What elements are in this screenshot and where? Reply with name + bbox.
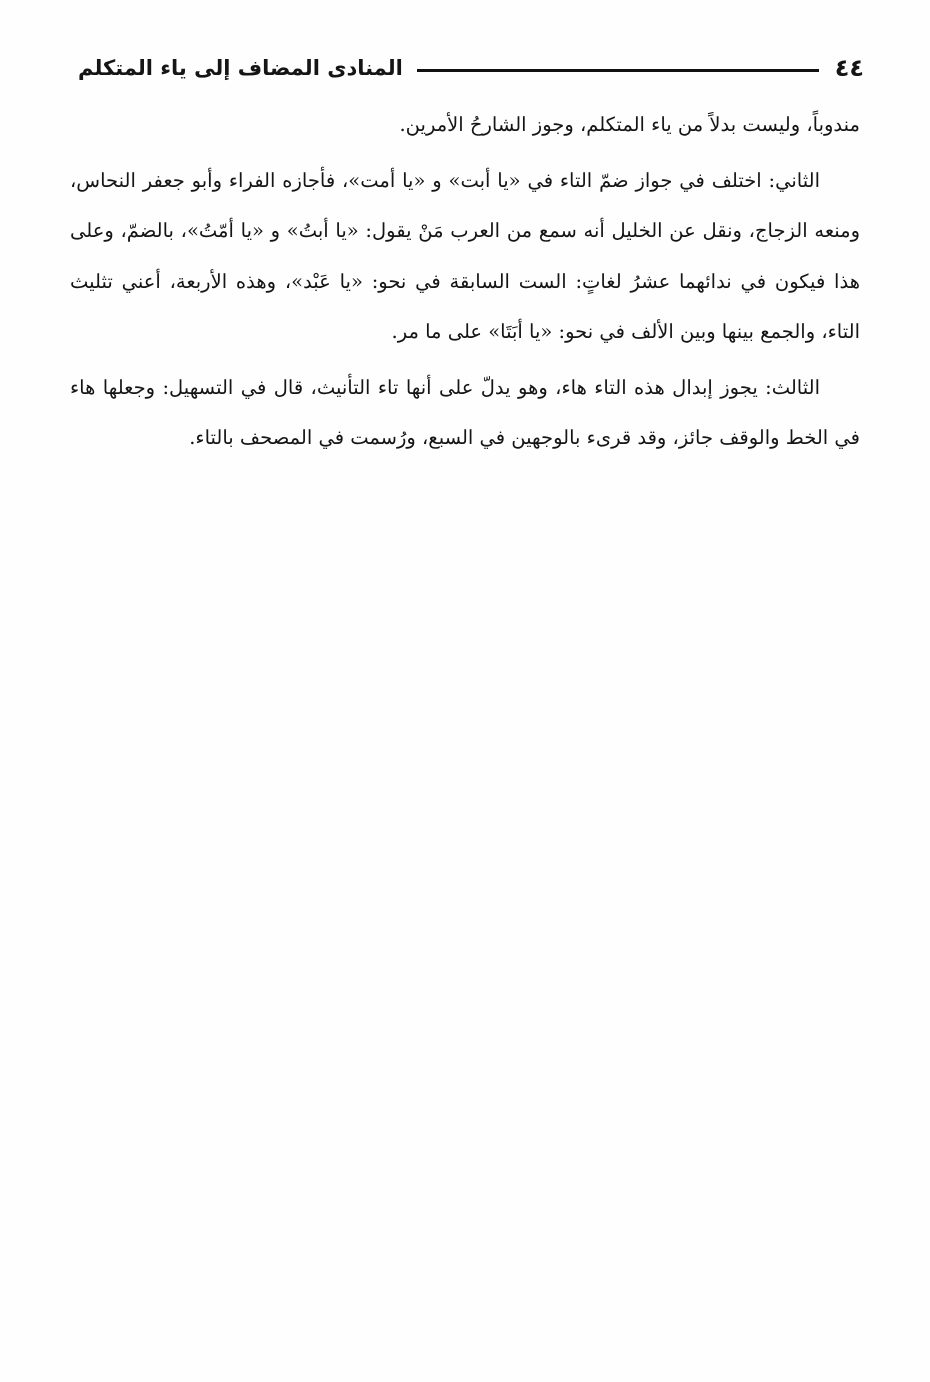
- running-title: المنادى المضاف إلى ياء المتكلم: [78, 56, 403, 80]
- running-header: [78, 50, 864, 86]
- paragraph-continuation: مندوباً، وليست بدلاً من ياء المتكلم، وجوز الشارحُ الأمرين.: [399, 113, 860, 136]
- body-text: [70, 100, 860, 464]
- paragraph-third-point: الثالث: يجوز إبدال هذه التاء هاء، وهو يدلّ على أنها تاء التأنيث، قال في التسهيل: وجعلها هاء في الخط والوقف جائز، وقد قرىء بالوجهين في السبع، ورُسمت في المصحف بالتاء.: [70, 375, 860, 449]
- paragraph-second-point: الثاني: اختلف في جواز ضمّ التاء في «يا أبت» و «يا أمت»، فأجازه الفراء وأبو جعفر النحاس، ومنعه الزجاج، ونقل عن الخليل أنه سمع من العرب مَنْ يقول: «يا أبتُ» و «يا أمّتُ»، بالضمّ، وعلى هذا فيكون في ندائهما عشرُ لغاتٍ: الست السابقة في نحو: «يا عَبْد»، وهذه الأربعة، أعني تثليث التاء، والجمع بينها وبين الألف في نحو: «يا أبَتَا» على ما مر.: [70, 168, 860, 343]
- page-number: ٤٤: [834, 54, 864, 82]
- header-rule: [417, 69, 819, 72]
